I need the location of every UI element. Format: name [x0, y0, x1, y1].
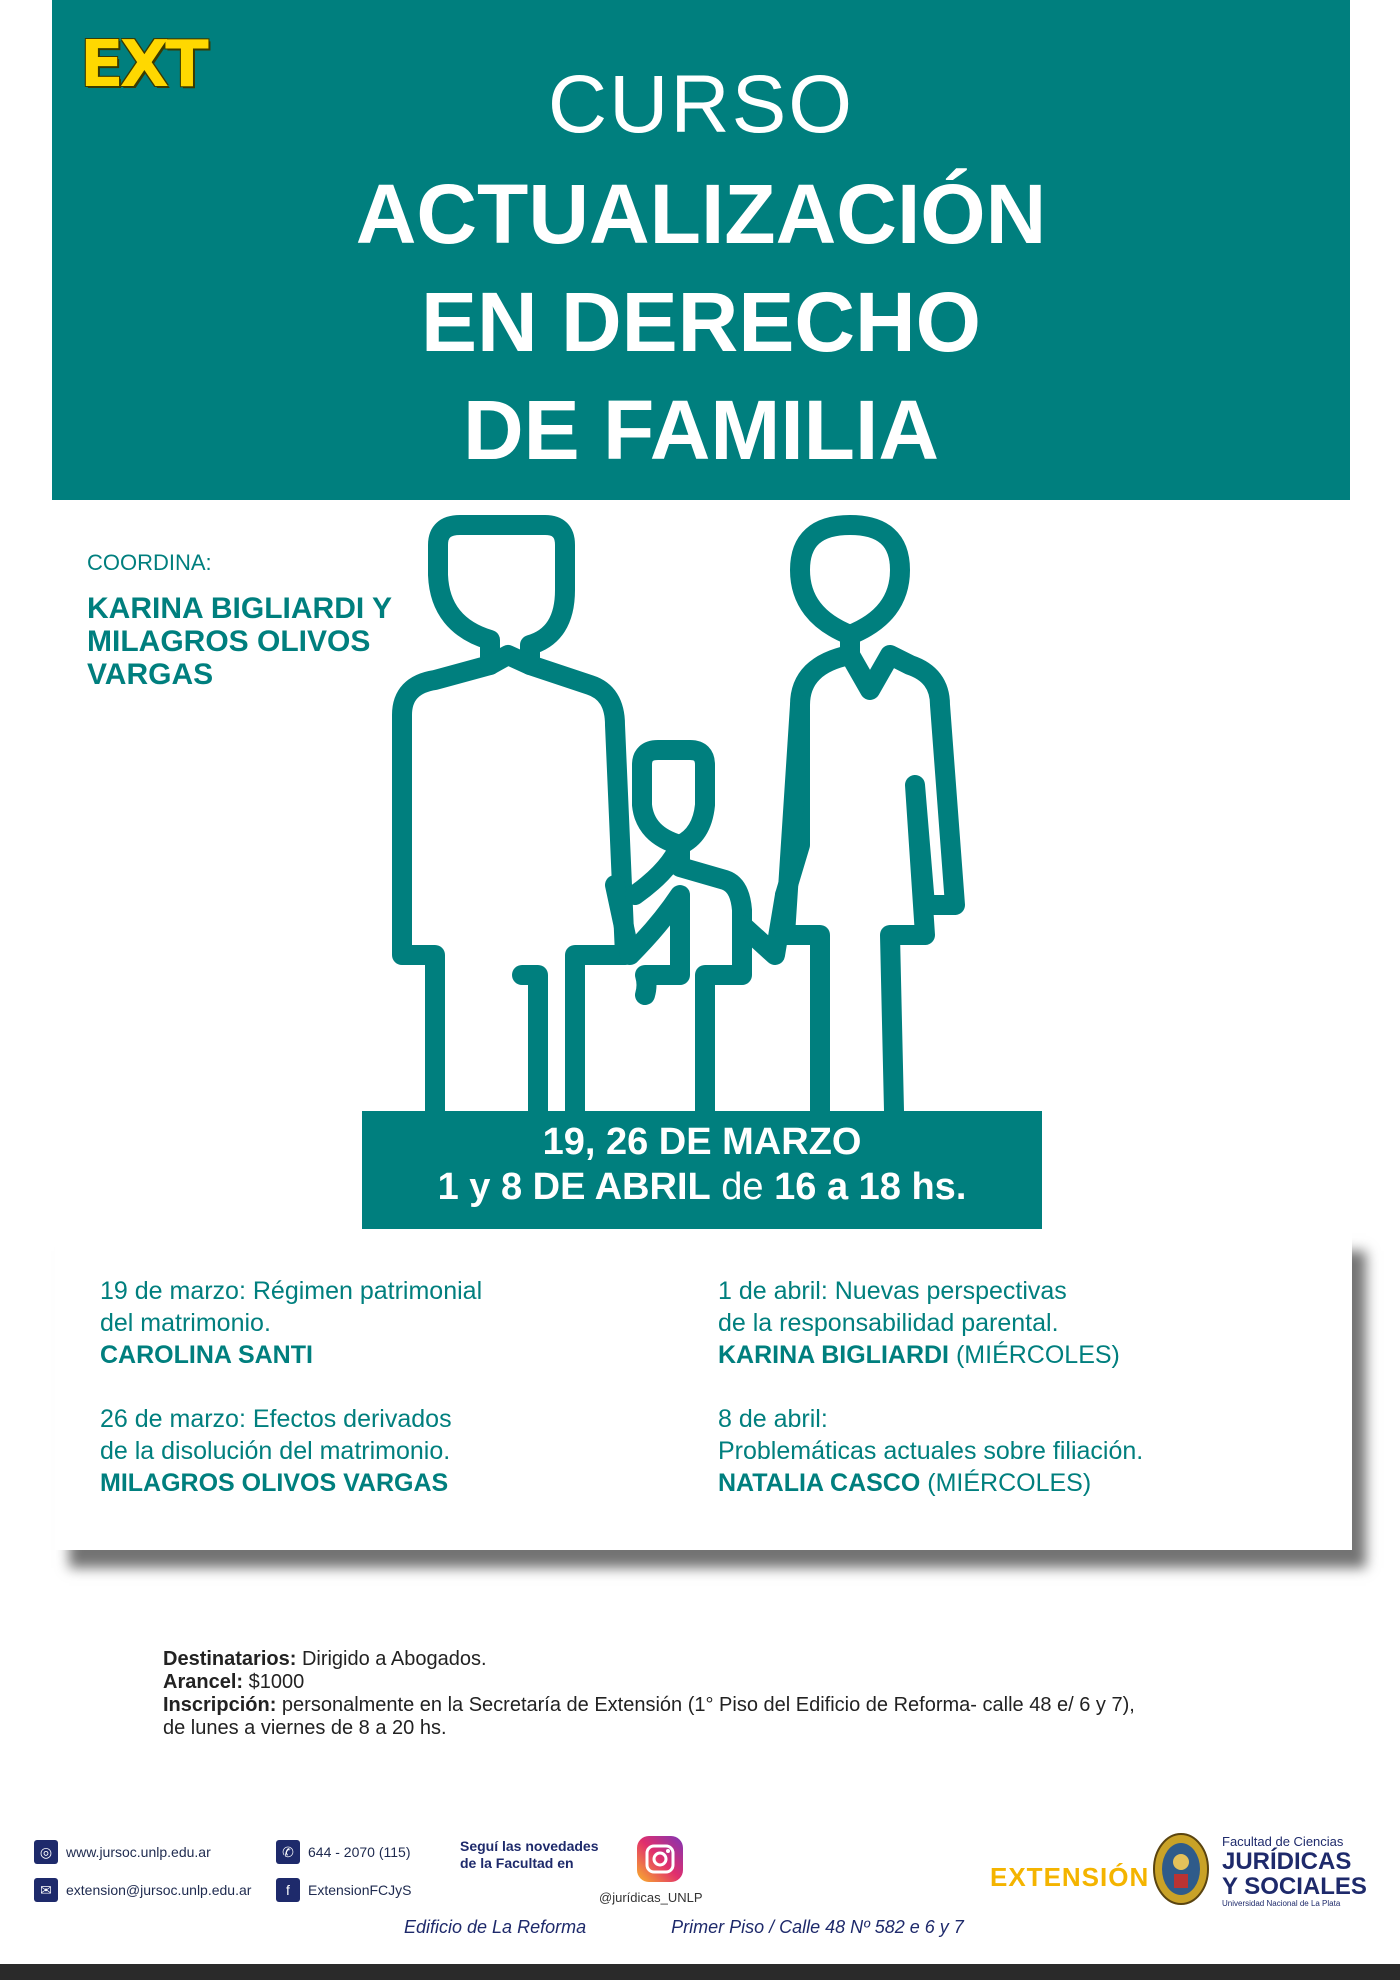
session-topic: del matrimonio.: [100, 1309, 271, 1337]
inscripcion-hours: de lunes a viernes de 8 a 20 hs.: [163, 1717, 447, 1739]
sessions-panel: [55, 1233, 1352, 1550]
session-topic: Problemáticas actuales sobre filiación.: [718, 1437, 1144, 1465]
session-topic: 19 de marzo: Régimen patrimonial: [100, 1277, 483, 1305]
session-speaker: MILAGROS OLIVOS VARGAS: [100, 1469, 449, 1497]
course-kicker: CURSO: [547, 59, 855, 150]
phone-contact: [276, 1840, 410, 1864]
session-speaker: KARINA BIGLIARDI: [718, 1341, 950, 1369]
session-note: (MIÉRCOLES): [955, 1341, 1120, 1369]
facebook-icon: f: [276, 1878, 300, 1902]
website-link[interactable]: www.jursoc.unlp.edu.ar: [66, 1844, 211, 1860]
instagram-handle[interactable]: @jurídicas_UNLP: [599, 1890, 703, 1905]
session-topic: de la responsabilidad parental.: [718, 1309, 1059, 1337]
dates-time: 16 a 18 hs.: [774, 1166, 967, 1208]
extension-label: EXTENSIÓN: [990, 1862, 1150, 1892]
bottom-strip: [0, 1964, 1400, 1980]
faculty-line-2: JURÍDICAS: [1222, 1848, 1352, 1875]
dates-april: 1 y 8 DE ABRIL: [437, 1166, 711, 1208]
address-line: [404, 1917, 1049, 1938]
session-speaker: NATALIA CASCO: [718, 1469, 921, 1497]
session-note: (MIÉRCOLES): [927, 1469, 1092, 1497]
course-info: [163, 1648, 1135, 1740]
session-item: [100, 1403, 452, 1499]
dates-connector: de: [721, 1166, 764, 1208]
email-link[interactable]: extension@jursoc.unlp.edu.ar: [66, 1882, 252, 1898]
session-item: [100, 1275, 482, 1371]
session-topic: 8 de abril:: [718, 1405, 828, 1433]
arancel-value: $1000: [248, 1671, 305, 1693]
follow-line-1: Seguí las novedades: [460, 1838, 599, 1854]
session-topic: 26 de marzo: Efectos derivados: [100, 1405, 452, 1433]
arancel-label: Arancel:: [163, 1671, 244, 1693]
course-title: [52, 160, 1350, 484]
session-topic: 1 de abril: Nuevas perspectivas: [718, 1277, 1067, 1305]
coordinator-names: KARINA BIGLIARDI Y MILAGROS OLIVOS VARGAS: [87, 592, 392, 691]
session-speaker: CAROLINA SANTI: [100, 1341, 313, 1369]
facebook-handle[interactable]: ExtensionFCJyS: [308, 1882, 412, 1898]
facebook-contact[interactable]: [276, 1878, 411, 1902]
title-line-1: ACTUALIZACIÓN: [355, 167, 1047, 261]
title-line-3: DE FAMILIA: [463, 383, 939, 477]
destinatarios-label: Destinatarios:: [163, 1648, 297, 1670]
title-line-2: EN DERECHO: [420, 275, 982, 369]
faculty-line-3: Y SOCIALES: [1222, 1873, 1367, 1900]
faculty-logo: [1222, 1834, 1367, 1908]
mail-icon: ✉: [34, 1878, 58, 1902]
university-seal-icon: [1152, 1832, 1210, 1906]
session-item: [718, 1275, 1120, 1371]
follow-line-2: de la Facultad en: [460, 1855, 574, 1871]
dates-line-2: [362, 1166, 1042, 1209]
address-floor: Primer Piso / Calle 48 Nº 582 e 6 y 7: [671, 1917, 964, 1937]
family-icon: [380, 515, 1080, 1115]
phone-number: 644 - 2070 (115): [308, 1844, 411, 1860]
ext-logo: EXT: [80, 28, 205, 102]
destinatarios-value: Dirigido a Abogados.: [301, 1648, 487, 1670]
email-contact[interactable]: [34, 1878, 251, 1902]
website-contact[interactable]: [34, 1840, 211, 1864]
faculty-line-1: Facultad de Ciencias: [1222, 1834, 1344, 1849]
follow-text: [460, 1838, 599, 1872]
phone-icon: ✆: [276, 1840, 300, 1864]
dates-banner: [362, 1111, 1042, 1229]
session-item: [718, 1403, 1143, 1499]
globe-icon: ◎: [34, 1840, 58, 1864]
instagram-icon[interactable]: [637, 1836, 683, 1882]
coordination-label: COORDINA:: [87, 550, 212, 575]
inscripcion-value: personalmente en la Secretaría de Extensión (1° Piso del Edificio de Reforma- calle 48 e/ 6 y 7),: [281, 1694, 1135, 1716]
address-building: Edificio de La Reforma: [404, 1917, 587, 1937]
dates-line-1: 19, 26 DE MARZO: [542, 1121, 862, 1163]
session-topic: de la disolución del matrimonio.: [100, 1437, 451, 1465]
inscripcion-label: Inscripción:: [163, 1694, 277, 1716]
faculty-line-4: Universidad Nacional de La Plata: [1222, 1899, 1341, 1908]
